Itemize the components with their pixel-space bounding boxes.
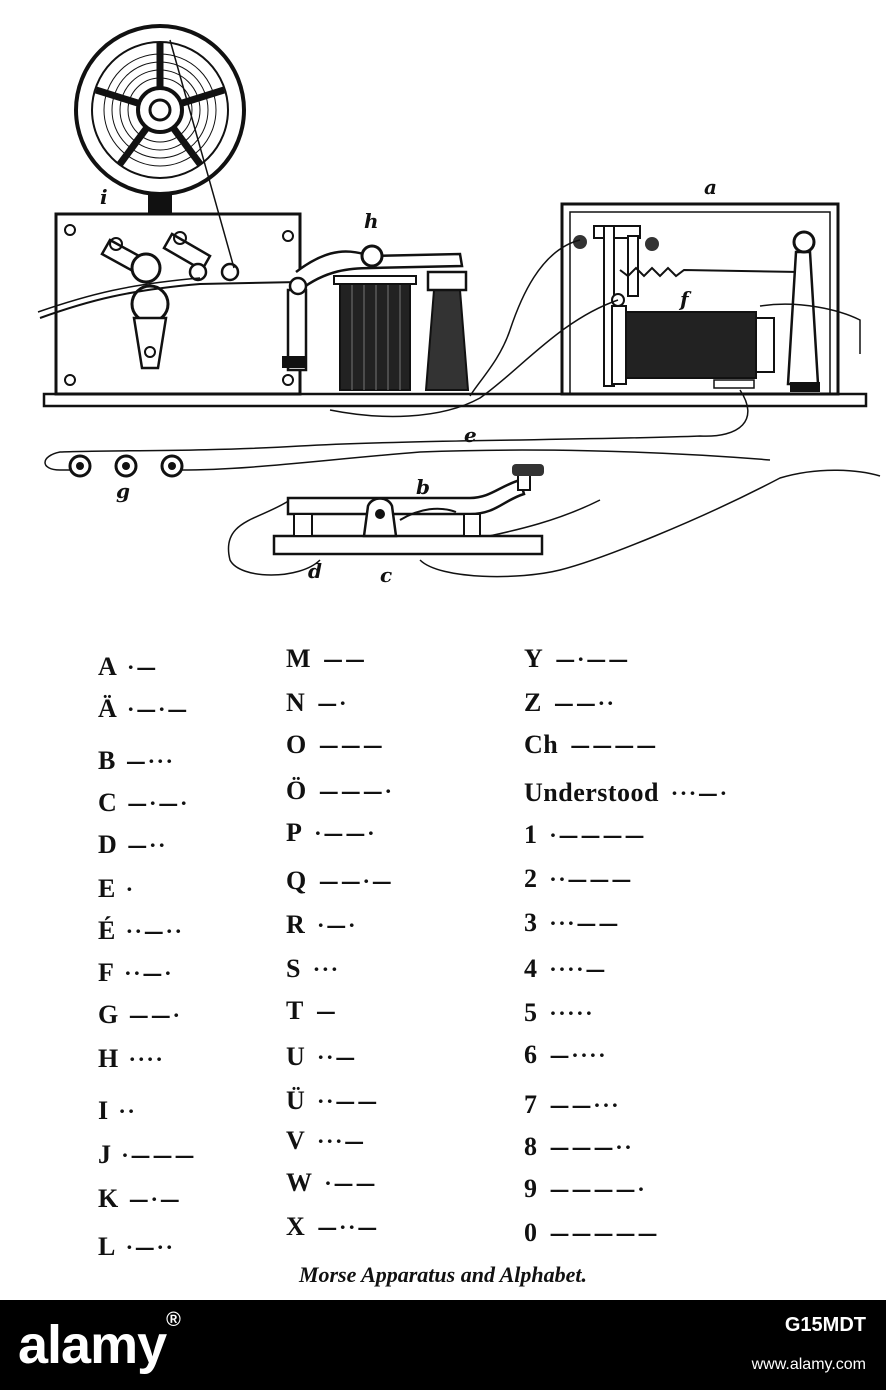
alphabet-character: C: [98, 788, 118, 817]
alphabet-character: E: [98, 874, 116, 903]
morse-code: ··—··: [125, 919, 184, 943]
morse-code: ·—·—: [127, 697, 190, 721]
morse-code: ···—: [317, 1129, 367, 1153]
label-b: b: [416, 475, 430, 499]
alphabet-character: O: [286, 730, 307, 759]
alphabet-character: 3: [524, 908, 538, 937]
alphabet-entry: [286, 954, 340, 984]
morse-code: —————: [549, 1221, 660, 1245]
alphabet-entry: [286, 1126, 366, 1156]
alphabet-entry: [524, 1174, 646, 1204]
alphabet-character: 4: [524, 954, 538, 983]
morse-code: ···—·: [671, 781, 729, 805]
alphabet-character: 8: [524, 1132, 538, 1161]
alphabet-character: N: [286, 688, 306, 717]
alphabet-entry: [524, 688, 616, 718]
alphabet-character: L: [98, 1232, 116, 1261]
alphabet-entry: [98, 1000, 182, 1030]
alphabet-entry: [286, 776, 394, 806]
alphabet-character: É: [98, 916, 116, 945]
morse-code: ··—·: [124, 961, 174, 985]
morse-apparatus-illustration: [0, 0, 886, 600]
alphabet-character: K: [98, 1184, 119, 1213]
morse-code: —·—·: [127, 791, 190, 815]
morse-code: ···: [312, 957, 340, 981]
alphabet-entry: [98, 1232, 175, 1262]
morse-code: —··—: [317, 1215, 380, 1239]
morse-code: ···——: [549, 911, 621, 935]
morse-code: ·————: [549, 823, 647, 847]
alphabet-character: M: [286, 644, 312, 673]
alphabet-character: U: [286, 1042, 306, 1071]
alphabet-character: 5: [524, 998, 538, 1027]
morse-code: ·———: [121, 1143, 197, 1167]
alphabet-entry: [524, 730, 658, 760]
alphabet-entry: [524, 1218, 660, 1248]
alphabet-character: 0: [524, 1218, 538, 1247]
alphabet-character: Q: [286, 866, 307, 895]
alphabet-entry: [98, 1184, 182, 1214]
morse-code: ———: [318, 733, 385, 757]
image-id: G15MDT: [784, 1314, 866, 1336]
alphabet-entry: [98, 1140, 196, 1170]
alphabet-character: Ch: [524, 730, 559, 759]
alphabet-entry: [286, 1086, 379, 1116]
morse-code: ————·: [549, 1177, 647, 1201]
stock-footer: [0, 1300, 886, 1390]
alphabet-character: F: [98, 958, 115, 987]
morse-code: ——·—: [318, 869, 394, 893]
alphabet-entry: [286, 1168, 377, 1198]
terminal-posts: [70, 456, 182, 476]
alphabet-character: Y: [524, 644, 544, 673]
alphabet-entry: [98, 788, 189, 818]
alphabet-character: X: [286, 1212, 306, 1241]
label-i: i: [100, 185, 108, 209]
alphabet-character: Ü: [286, 1086, 306, 1115]
alphabet-entry: [286, 1042, 357, 1072]
morse-code: ————: [570, 733, 659, 757]
alphabet-entry: [524, 998, 594, 1028]
alphabet-entry: [98, 830, 167, 860]
label-a: a: [704, 175, 717, 199]
alphabet-entry: [286, 996, 338, 1026]
alphabet-character: 7: [524, 1090, 538, 1119]
label-e: e: [464, 423, 477, 447]
alphabet-entry: [98, 652, 158, 682]
alphabet-entry: [286, 730, 385, 760]
morse-code: ———··: [549, 1135, 634, 1159]
alphabet-entry: [286, 688, 348, 718]
label-h: h: [364, 209, 379, 233]
alphabet-entry: [524, 1090, 620, 1120]
morse-code: ·: [125, 877, 135, 901]
alphabet-entry: [524, 1040, 607, 1070]
alphabet-entry: [98, 1096, 137, 1126]
morse-code: ·····: [549, 1001, 595, 1025]
alphabet-entry: [286, 1212, 379, 1242]
terminal-column: [426, 272, 468, 390]
alphabet-entry: [98, 694, 189, 724]
alphabet-character: J: [98, 1140, 112, 1169]
morse-code: ·——·: [314, 821, 377, 845]
alphabet-entry: [98, 874, 135, 904]
label-c: c: [380, 563, 393, 587]
morse-code: ··——: [317, 1089, 380, 1113]
morse-code: —··: [127, 833, 168, 857]
telegraph-key: [274, 464, 544, 554]
morse-code: ··———: [549, 867, 634, 891]
alphabet-entry: [286, 866, 394, 896]
morse-code: ··: [118, 1099, 137, 1123]
alphabet-character: I: [98, 1096, 109, 1125]
alamy-logo: alamy®: [18, 1309, 180, 1375]
alphabet-entry: [98, 916, 184, 946]
morse-code: ——: [323, 647, 368, 671]
alphabet-entry: [524, 644, 630, 674]
alphabet-character: 9: [524, 1174, 538, 1203]
alphabet-character: 6: [524, 1040, 538, 1069]
morse-code: ——··: [553, 691, 616, 715]
footer-url: www.alamy.com: [751, 1356, 866, 1373]
alphabet-character: 1: [524, 820, 538, 849]
morse-code: —·—: [128, 1187, 182, 1211]
alphabet-character: G: [98, 1000, 119, 1029]
morse-code: ····: [128, 1047, 165, 1071]
morse-code: ·—··: [125, 1235, 175, 1259]
alphabet-character: H: [98, 1044, 119, 1073]
relay-box: [562, 204, 838, 394]
alphabet-character: W: [286, 1168, 313, 1197]
morse-code: —····: [549, 1043, 608, 1067]
morse-code: ·——: [324, 1171, 378, 1195]
alphabet-character: R: [286, 910, 306, 939]
alphabet-character: 2: [524, 864, 538, 893]
morse-code: —: [315, 999, 338, 1023]
morse-code: ·—·: [317, 913, 358, 937]
alphabet-character: P: [286, 818, 303, 847]
alphabet-character: T: [286, 996, 304, 1025]
alphabet-entry: [524, 864, 633, 894]
alphabet-character: B: [98, 746, 116, 775]
morse-code: ····—: [549, 957, 608, 981]
alphabet-entry: [524, 954, 607, 984]
alphabet-entry: [524, 1132, 633, 1162]
alphabet-entry: [286, 910, 357, 940]
alphabet-entry: [98, 958, 173, 988]
alphabet-character: D: [98, 830, 118, 859]
morse-code: ·—: [127, 655, 159, 679]
alphabet-entry: [524, 820, 646, 850]
electromagnet-coil: [334, 276, 416, 390]
label-g: g: [116, 479, 130, 503]
alphabet-character: A: [98, 652, 118, 681]
alphabet-entry: [98, 1044, 165, 1074]
label-f: f: [680, 287, 689, 311]
alphabet-entry: [98, 746, 175, 776]
alphabet-character: Ö: [286, 776, 307, 805]
morse-code: ——···: [549, 1093, 621, 1117]
morse-code: ———·: [318, 779, 394, 803]
alphabet-character: S: [286, 954, 301, 983]
morse-code: —·: [317, 691, 349, 715]
alphabet-character: V: [286, 1126, 306, 1155]
alphabet-entry: [524, 908, 620, 938]
alphabet-entry: [286, 818, 376, 848]
alphabet-character: Understood: [524, 778, 660, 807]
alphabet-character: Z: [524, 688, 542, 717]
morse-code: —···: [125, 749, 175, 773]
morse-code: ——·: [128, 1003, 182, 1027]
alphabet-entry: [286, 644, 367, 674]
figure-caption: Morse Apparatus and Alphabet.: [298, 1262, 588, 1287]
label-d: d: [308, 559, 322, 583]
morse-code: ··—: [317, 1045, 358, 1069]
alphabet-character: Ä: [98, 694, 118, 723]
alphabet-entry: [524, 778, 729, 808]
morse-code: —·——: [555, 647, 631, 671]
